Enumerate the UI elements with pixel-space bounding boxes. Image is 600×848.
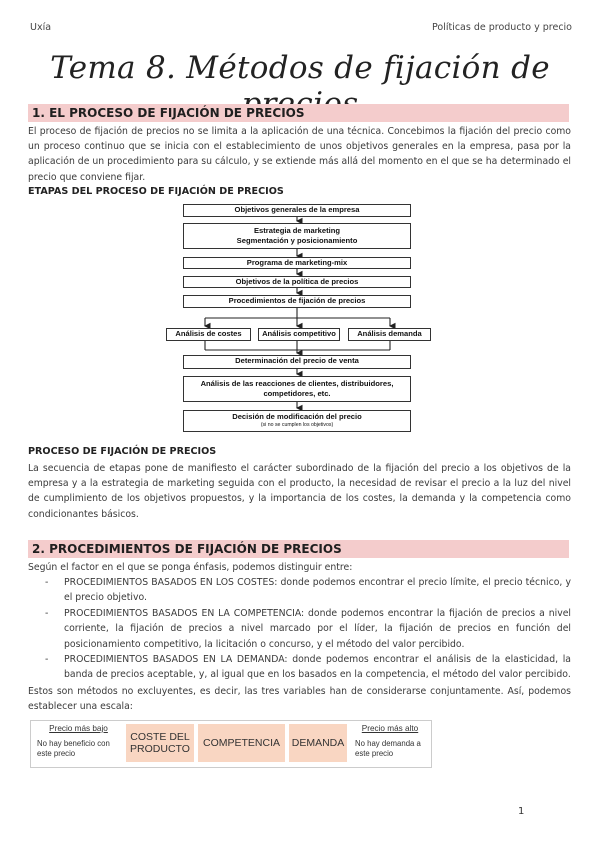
flow-determinacion: Determinación del precio de venta (183, 355, 411, 369)
list-item (28, 652, 571, 683)
page-title: Tema 8. Métodos de fijación de (50, 50, 550, 86)
flow-programa: Programa de marketing-mix (183, 257, 411, 269)
flow-decision-note: (si no se cumplen los objetivos) (260, 421, 334, 428)
stages-title: ETAPAS DEL PROCESO DE FIJACIÓN DE PRECIOS (28, 186, 284, 197)
flow-objetivos: Objetivos generales de la empresa (183, 204, 411, 217)
list-item (28, 606, 571, 652)
scale-high (349, 721, 431, 767)
flow-decision-label: Decisión de modificación del precio (232, 412, 362, 421)
section-2-closing: Estos son métodos no excluyentes, es decir, las tres variables han de considerarse conjuntamente. Así, podemos establecer una escala: (28, 686, 571, 713)
bullet-dash: - (45, 654, 49, 666)
scale-high-head: Precio más alto (361, 724, 419, 733)
flow-competitivo: Análisis competitivo (258, 328, 340, 341)
list-item-text: PROCEDIMIENTOS BASADOS EN LA COMPETENCIA: donde podemos encontrar la fijación de precios a nivel corriente, la fijación de precios a nivel marcado por el líder, la fijación de precios en función del posicionamiento competitivo, la licitación o concurso, y el método del valor percibido. (64, 607, 571, 650)
process-title: PROCESO DE FIJACIÓN DE PRECIOS (28, 446, 217, 457)
page-number: 1 (518, 806, 525, 817)
flow-estrategia (183, 223, 411, 249)
flow-reacciones-line1: Análisis de las reacciones de clientes, distribuidores, (200, 379, 394, 388)
flow-estrategia-line2: Segmentación y posicionamiento (236, 235, 358, 245)
flow-estrategia-line1: Estrategia de marketing (253, 226, 341, 235)
list-item (28, 575, 571, 606)
flow-reacciones (183, 376, 411, 402)
bullet-dash: - (45, 577, 49, 588)
scale-low-body: No hay beneficio con este precio (37, 739, 110, 758)
list-item-text: PROCEDIMIENTOS BASADOS EN LA DEMANDA: donde podemos encontrar el análisis de la elasticidad, la banda de precios aceptable, y, al igual que en los basados en la competencia, el método del valor percibido. (64, 654, 571, 681)
price-scale (30, 720, 432, 768)
flow-costes: Análisis de costes (166, 328, 251, 341)
section-1-heading: 1. EL PROCESO DE FIJACIÓN DE PRECIOS (28, 104, 569, 122)
flow-procedimientos: Procedimientos de fijación de precios (183, 295, 411, 308)
list-item-text: PROCEDIMIENTOS BASADOS EN LOS COSTES: donde podemos encontrar el precio límite, el precio técnico, y el precio objetivo. (64, 577, 571, 604)
process-paragraph: La secuencia de etapas pone de manifiesto el carácter subordinado de la fijación del precio a los objetivos de la empresa y a la estrategia de marketing seguida con el producto, la necesidad de revisar el precio a la luz del nivel de cumplimiento de los objetivos propuestos, y la importancia de los costes, la demanda y la competencia como condicionantes básicos. (28, 463, 571, 520)
section-2-heading: 2. PROCEDIMIENTOS DE FIJACIÓN DE PRECIOS (28, 540, 569, 558)
header-author: Uxía (30, 22, 52, 33)
scale-coste: COSTE DEL PRODUCTO (126, 724, 194, 762)
scale-demanda: DEMANDA (289, 724, 347, 762)
bullet-dash: - (45, 607, 49, 619)
procedures-list (28, 575, 571, 683)
section-2-intro: Según el factor en el que se ponga énfasis, podemos distinguir entre: (28, 562, 353, 573)
scale-high-body: No hay demanda a este precio (355, 739, 421, 758)
flow-reacciones-line2: competidores, etc. (263, 388, 331, 398)
flow-decision (183, 410, 411, 432)
flow-demanda: Análisis demanda (348, 328, 431, 341)
scale-competencia: COMPETENCIA (198, 724, 285, 762)
scale-low (31, 721, 126, 767)
header-subject: Políticas de producto y precio (431, 22, 572, 33)
scale-low-head: Precio más bajo (49, 724, 108, 733)
section-1-paragraph: El proceso de fijación de precios no se limita a la aplicación de una técnica. Concebimos la fijación del precio como un proceso continuo que se inicia con el establecimiento de unos objetivos generales en la empresa, pasa por la aplicación de un procedimiento para su cálculo, y se extiende más allá del momento en el que se ha determinado el precio que conviene fijar. (28, 126, 571, 183)
flow-politica: Objetivos de la política de precios (183, 276, 411, 288)
